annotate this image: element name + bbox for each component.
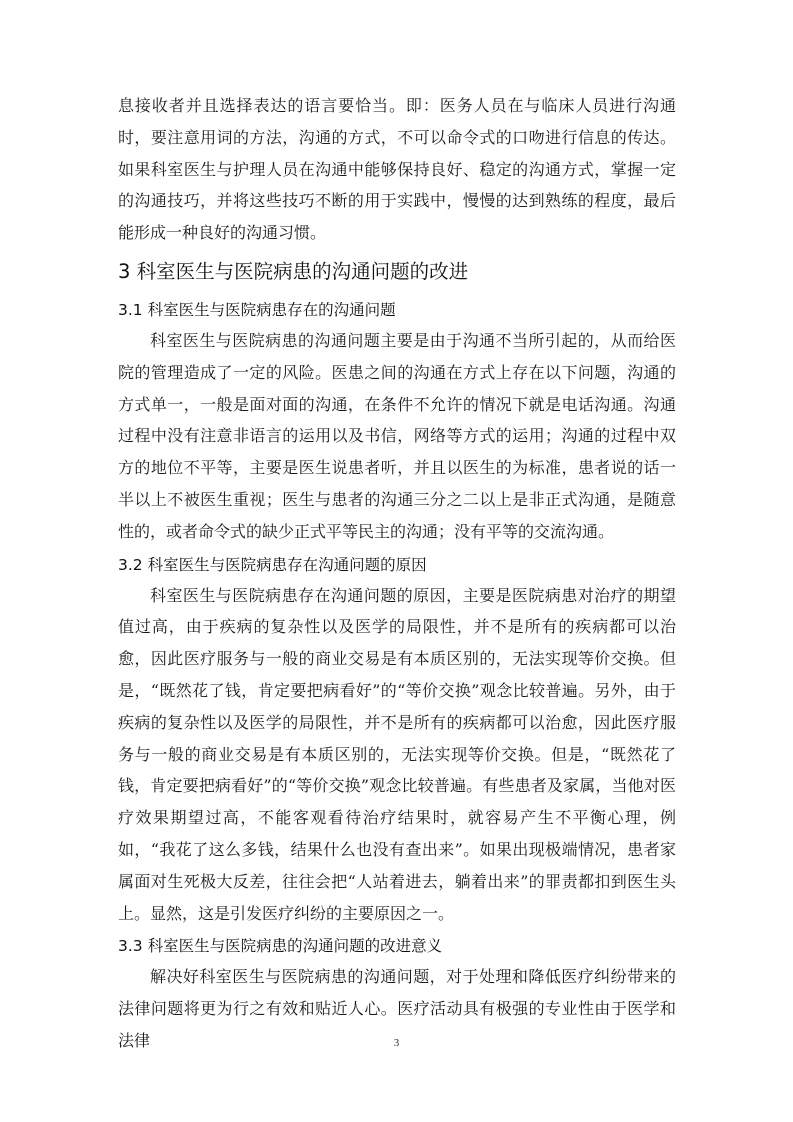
subsection-heading-3-2: 3.2 科室医生与医院病患存在沟通问题的原因	[118, 555, 427, 574]
intro-paragraph: 息接收者并且选择表达的语言要恰当。即：医务人员在与临床人员进行沟通时，要注意用词的方法，沟通的方式，不可以命令式的口吻进行信息的传达。如果科室医生与护理人员在沟通中能够保持良好、稳定的沟通方式，掌握一定的沟通技巧，并将这些技巧不断的用于实践中，慢慢的达到熟练的程度，最后能形成一种良好的沟通习惯。	[118, 96, 676, 243]
section-heading: 3 科室医生与医院病患的沟通问题的改进	[118, 259, 469, 283]
page-number: 3	[393, 1037, 400, 1049]
page-body	[118, 90, 676, 1057]
subsection-heading-3-3: 3.3 科室医生与医院病患的沟通问题的改进意义	[118, 937, 443, 956]
subsection-paragraph-3-1: 科室医生与医院病患的沟通问题主要是由于沟通不当所引起的，从而给医院的管理造成了一定的风险。医患之间的沟通在方式上存在以下问题，沟通的方式单一，一般是面对面的沟通，在条件不允许的情况下就是电话沟通。沟通过程中没有注意非语言的运用以及书信，网络等方式的运用；沟通的过程中双方的地位不平等，主要是医生说患者听，并且以医生的为标准，患者说的话一半以上不被医生重视；医生与患者的沟通三分之二以上是非正式沟通，是随意性的，或者命令式的缺少正式平等民主的沟通；没有平等的交流沟通。	[118, 330, 676, 541]
subsection-paragraph-3-2: 科室医生与医院病患存在沟通问题的原因，主要是医院病患对治疗的期望值过高，由于疾病的复杂性以及医学的局限性，并不是所有的疾病都可以治愈，因此医疗服务与一般的商业交易是有本质区别的，无法实现等价交换。但是，“既然花了钱，肯定要把病看好”的“等价交换”观念比较普遍。另外，由于疾病的复杂性以及医学的局限性，并不是所有的疾病都可以治愈，因此医疗服务与一般的商业交易是有本质区别的，无法实现等价交换。但是，“既然花了钱，肯定要把病看好”的“等价交换”观念比较普遍。有些患者及家属，当他对医疗效果期望过高，不能客观看待治疗结果时，就容易产生不平衡心理，例如，“我花了这么多钱，结果什么也没有查出来”。如果出现极端情况，患者家属面对生死极大反差，往往会把“人站着进去，躺着出来”的罪责都扣到医生头上。显然，这是引发医疗纠纷的主要原因之一。	[118, 585, 676, 923]
subsection-paragraph-3-3: 解决好科室医生与医院病患的沟通问题，对于处理和降低医疗纠纷带来的法律问题将更为行之有效和贴近人心。医疗活动具有极强的专业性由于医学和法律	[118, 967, 676, 1050]
subsection-heading-3-1: 3.1 科室医生与医院病患存在的沟通问题	[118, 300, 396, 319]
